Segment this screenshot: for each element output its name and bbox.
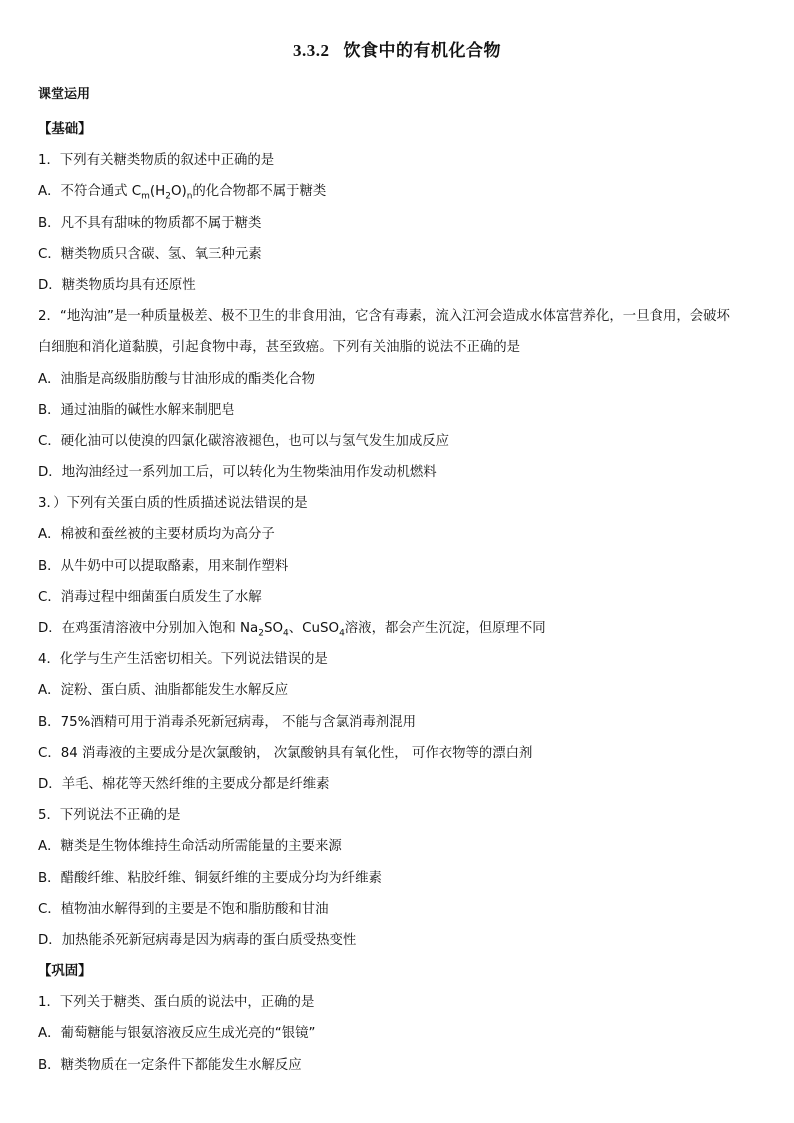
- q1-a-pre: A．不符合通式 C: [38, 184, 142, 200]
- q2-stem-line1: 2．“地沟油”是一种质量极差、极不卫生的非食用油，它含有毒素，流入江河会造成水体富营养化，一旦食用，会破坏: [38, 309, 730, 325]
- q5-option-b: B．醋酸纤维、粘胶纤维、铜氨纤维的主要成分均为纤维素: [38, 870, 382, 886]
- q3-option-c: C．消毒过程中细菌蛋白质发生了水解: [38, 589, 262, 605]
- c1-stem: 1．下列关于糖类、蛋白质的说法中，正确的是: [38, 995, 315, 1011]
- c1-option-b: B．糖类物质在一定条件下都能发生水解反应: [38, 1057, 302, 1073]
- q2-option-b: B．通过油脂的碱性水解来制肥皂: [38, 402, 235, 418]
- q3-option-b: B．从牛奶中可以提取酪素，用来制作塑料: [38, 558, 289, 574]
- q2-option-c: C．硬化油可以使溴的四氯化碳溶液褪色，也可以与氢气发生加成反应: [38, 433, 450, 449]
- q2-option-d: D．地沟油经过一系列加工后，可以转化为生物柴油用作发动机燃料: [38, 465, 437, 481]
- q2-stem-line2: 白细胞和消化道黏膜，引起食物中毒，甚至致癌。下列有关油脂的说法不正确的是: [38, 340, 521, 356]
- q1-a-sub-m: m: [141, 192, 150, 203]
- question-list: [38, 118, 760, 1085]
- q3-d-post: 溶液，都会产生沉淀，但原理不同: [344, 621, 546, 636]
- q1-stem: 1．下列有关糖类物质的叙述中正确的是: [38, 153, 275, 169]
- q3-option-d: [38, 617, 760, 648]
- title-number: 3.3.2: [293, 41, 330, 60]
- q3-d-mid2: 、CuSO: [288, 621, 340, 636]
- q2-option-a: A．油脂是高级脂肪酸与甘油形成的酯类化合物: [38, 371, 315, 387]
- q1-option-c: C．糖类物质只含碳、氢、氧三种元素: [38, 246, 262, 262]
- q1-a-sub-n: n: [186, 192, 193, 203]
- page-title: [0, 36, 794, 61]
- q4-option-a: A．淀粉、蛋白质、油脂都能发生水解反应: [38, 683, 289, 699]
- c1-option-a: A．葡萄糖能与银氨溶液反应生成光亮的“银镜”: [38, 1026, 316, 1042]
- q3-d-mid1: SO: [264, 621, 284, 636]
- q5-option-a: A．糖类是生物体维持生命活动所需能量的主要来源: [38, 839, 342, 855]
- q3-option-a: A．棉被和蚕丝被的主要材质均为高分子: [38, 527, 275, 543]
- section-label: 课堂运用: [38, 87, 91, 102]
- q3-stem: 3．）下列有关蛋白质的性质描述说法错误的是: [38, 496, 308, 512]
- q3-d-sub-2: 2: [258, 628, 264, 639]
- q1-option-a: [38, 180, 760, 211]
- title-text: 饮食中的有机化合物: [343, 41, 501, 61]
- q4-option-d: D．羊毛、棉花等天然纤维的主要成分都是纤维素: [38, 776, 330, 792]
- q4-option-b: B．75%酒精可用于消毒杀死新冠病毒， 不能与含氯消毒剂混用: [38, 714, 416, 730]
- q1-a-mid2: O): [170, 184, 187, 200]
- q1-a-sub-2: 2: [165, 192, 171, 203]
- group-heading-consolidate: 【巩固】: [38, 964, 92, 980]
- q1-a-mid1: (H: [149, 184, 166, 200]
- group-heading-basic: 【基础】: [38, 122, 92, 137]
- q4-option-c: C．84 消毒液的主要成分是次氯酸钠， 次氯酸钠具有氧化性， 可作衣物等的漂白剂: [38, 745, 533, 761]
- q5-stem: 5．下列说法不正确的是: [38, 808, 181, 824]
- q3-d-sub-4a: 4: [283, 628, 289, 639]
- q3-d-pre: D．在鸡蛋清溶液中分别加入饱和 Na: [38, 621, 259, 636]
- q1-option-d: D．糖类物质均具有还原性: [38, 277, 196, 293]
- q1-option-b: B．凡不具有甜味的物质都不属于糖类: [38, 215, 262, 231]
- q3-d-sub-4b: 4: [339, 628, 345, 639]
- q5-option-d: D．加热能杀死新冠病毒是因为病毒的蛋白质受热变性: [38, 932, 357, 948]
- q1-a-post: 的化合物都不属于糖类: [192, 184, 327, 200]
- q4-stem: 4．化学与生产生活密切相关。下列说法错误的是: [38, 652, 328, 668]
- q5-option-c: C．植物油水解得到的主要是不饱和脂肪酸和甘油: [38, 901, 329, 917]
